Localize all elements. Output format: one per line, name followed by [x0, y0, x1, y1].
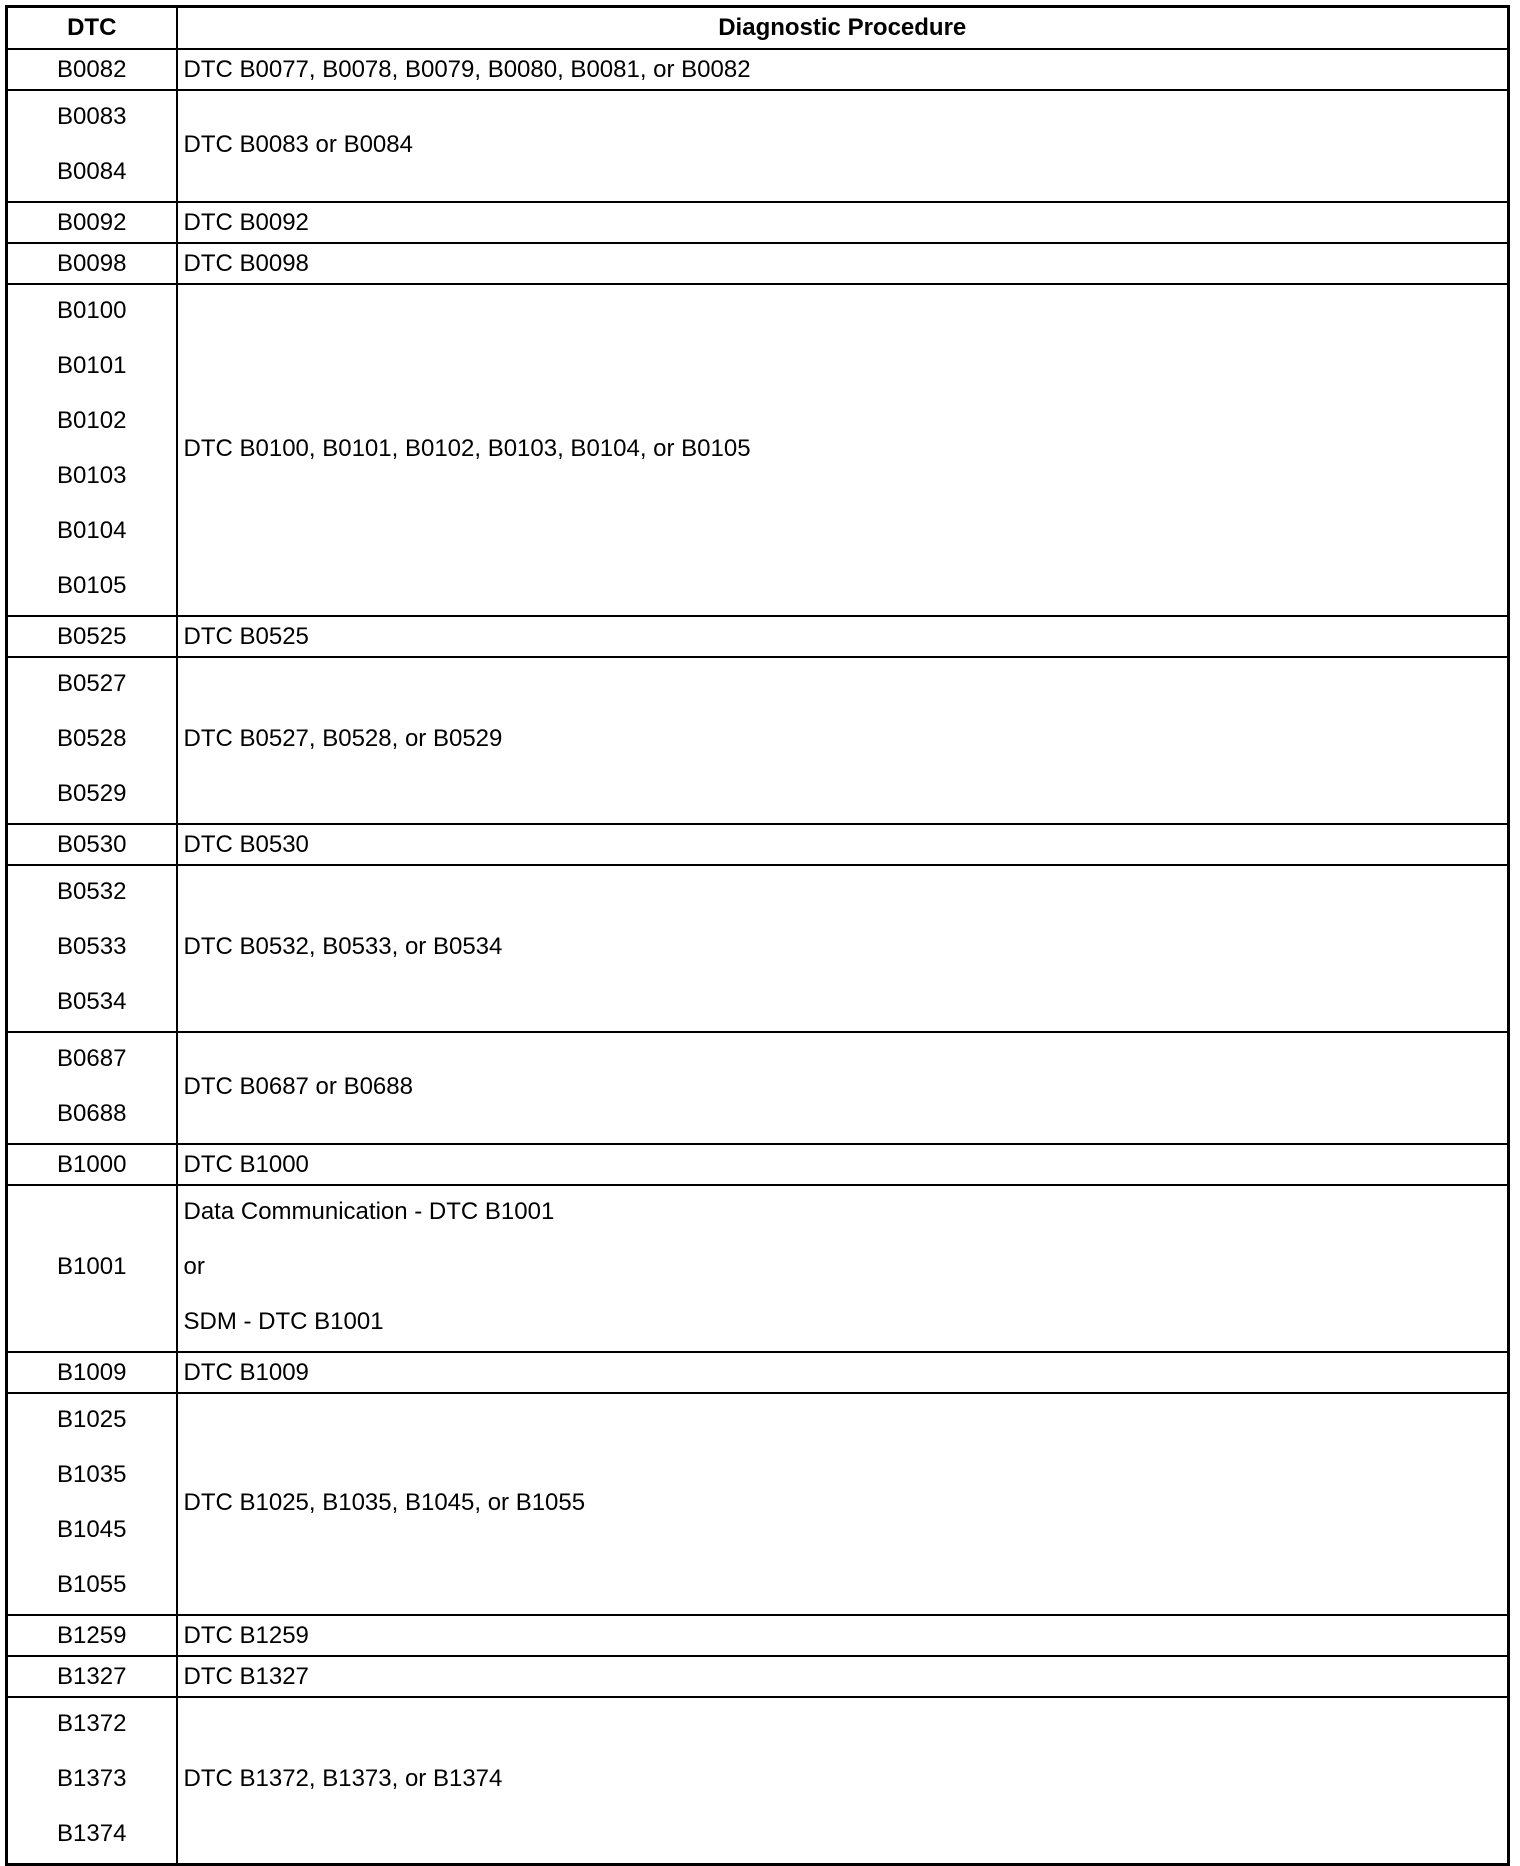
- dtc-code: B1327: [57, 1662, 127, 1690]
- diagnostic-procedure-text: DTC B0527, B0528, or B0529: [183, 725, 503, 752]
- table-row: [7, 90, 1509, 202]
- table-row: [7, 202, 1509, 243]
- dtc-code: B1035: [57, 1461, 127, 1488]
- dtc-code-cell: [7, 824, 177, 865]
- dtc-code: B0532: [57, 878, 127, 905]
- table-row: [7, 1144, 1509, 1185]
- dtc-code: B0083: [57, 103, 127, 130]
- diagnostic-procedure-text: DTC B1327: [183, 1662, 309, 1690]
- table-row: [7, 1032, 1509, 1144]
- diagnostic-procedure-text: DTC B1009: [183, 1358, 309, 1386]
- diagnostic-procedure-text: DTC B0530: [183, 830, 309, 858]
- dtc-code: B1009: [57, 1358, 127, 1386]
- diagnostic-procedure-text: DTC B0077, B0078, B0079, B0080, B0081, or B0082: [183, 55, 751, 83]
- dtc-code: B0092: [57, 208, 127, 236]
- dtc-code: B0529: [57, 780, 127, 807]
- dtc-code: B0525: [57, 622, 127, 650]
- dtc-code: B0528: [57, 725, 127, 752]
- dtc-code-cell: [7, 1185, 177, 1352]
- table-row: [7, 616, 1509, 657]
- table-row: [7, 49, 1509, 90]
- dtc-code: B1374: [57, 1820, 127, 1847]
- diagnostic-procedure-cell: [177, 865, 1509, 1032]
- table-row: [7, 1393, 1509, 1615]
- dtc-code: B0084: [57, 158, 127, 185]
- table-row: [7, 1185, 1509, 1352]
- dtc-code-cell: [7, 284, 177, 616]
- diagnostic-procedure-cell: [177, 1144, 1509, 1185]
- table-row: [7, 1656, 1509, 1697]
- dtc-code: B0102: [57, 407, 127, 434]
- diagnostic-procedure-text: DTC B0525: [183, 622, 309, 650]
- dtc-code: B0100: [57, 297, 127, 324]
- diagnostic-procedure-text: Data Communication - DTC B1001: [183, 1198, 555, 1225]
- diagnostic-procedure-text: DTC B0687 or B0688: [183, 1072, 413, 1100]
- diagnostic-procedure-cell: [177, 616, 1509, 657]
- dtc-code-cell: [7, 1032, 177, 1144]
- header-diagnostic-procedure: Diagnostic Procedure: [177, 7, 1509, 50]
- dtc-code-cell: [7, 865, 177, 1032]
- dtc-code-cell: [7, 1697, 177, 1865]
- dtc-code: B1259: [57, 1621, 127, 1649]
- dtc-code: B0101: [57, 352, 127, 379]
- dtc-code-cell: [7, 49, 177, 90]
- dtc-code: B0103: [57, 462, 127, 489]
- diagnostic-procedure-cell: [177, 90, 1509, 202]
- diagnostic-procedure-cell: [177, 1697, 1509, 1865]
- dtc-code: B1055: [57, 1571, 127, 1598]
- diagnostic-procedure-text: or: [183, 1253, 205, 1280]
- dtc-code: B1045: [57, 1516, 127, 1543]
- diagnostic-procedure-text: DTC B1259: [183, 1621, 309, 1649]
- diagnostic-procedure-cell: [177, 824, 1509, 865]
- dtc-code: B0104: [57, 517, 127, 544]
- dtc-code-cell: [7, 90, 177, 202]
- diagnostic-procedure-text: SDM - DTC B1001: [183, 1308, 384, 1335]
- table-body: [7, 49, 1509, 1865]
- table-row: [7, 865, 1509, 1032]
- diagnostic-procedure-text: DTC B0100, B0101, B0102, B0103, B0104, or B0105: [183, 434, 751, 462]
- dtc-code: B0098: [57, 249, 127, 277]
- dtc-code: B0687: [57, 1045, 127, 1072]
- diagnostic-procedure-cell: [177, 1615, 1509, 1656]
- diagnostic-procedure-cell: [177, 1185, 1509, 1352]
- dtc-code: B0688: [57, 1100, 127, 1127]
- diagnostic-procedure-text: DTC B0532, B0533, or B0534: [183, 933, 503, 960]
- dtc-code: B1025: [57, 1406, 127, 1433]
- dtc-code-cell: [7, 1144, 177, 1185]
- dtc-code: B0534: [57, 988, 127, 1015]
- dtc-code: B1001: [57, 1253, 127, 1280]
- header-dtc: DTC: [7, 7, 177, 50]
- diagnostic-procedure-text: DTC B1372, B1373, or B1374: [183, 1765, 503, 1792]
- diagnostic-procedure-text: DTC B1000: [183, 1150, 309, 1178]
- diagnostic-procedure-cell: [177, 243, 1509, 284]
- table-row: [7, 824, 1509, 865]
- dtc-code: B1372: [57, 1710, 127, 1737]
- table-header-row: [7, 7, 1509, 50]
- diagnostic-procedure-text: DTC B0098: [183, 249, 309, 277]
- diagnostic-procedure-cell: [177, 1656, 1509, 1697]
- diagnostic-procedure-cell: [177, 202, 1509, 243]
- table-row: [7, 1615, 1509, 1656]
- table-row: [7, 1697, 1509, 1865]
- dtc-code: B0105: [57, 572, 127, 599]
- dtc-code-cell: [7, 243, 177, 284]
- diagnostic-procedure-cell: [177, 1393, 1509, 1615]
- dtc-table: [5, 5, 1510, 1866]
- table-row: [7, 243, 1509, 284]
- dtc-code-cell: [7, 657, 177, 824]
- diagnostic-procedure-cell: [177, 657, 1509, 824]
- dtc-code-cell: [7, 1393, 177, 1615]
- dtc-code-cell: [7, 1352, 177, 1393]
- table-row: [7, 1352, 1509, 1393]
- dtc-code-cell: [7, 1615, 177, 1656]
- diagnostic-procedure-cell: [177, 49, 1509, 90]
- table-row: [7, 657, 1509, 824]
- dtc-code: B1373: [57, 1765, 127, 1792]
- dtc-code: B0533: [57, 933, 127, 960]
- diagnostic-procedure-cell: [177, 1032, 1509, 1144]
- diagnostic-procedure-cell: [177, 284, 1509, 616]
- dtc-code-cell: [7, 616, 177, 657]
- table-row: [7, 284, 1509, 616]
- dtc-code: B1000: [57, 1150, 127, 1178]
- diagnostic-procedure-text: DTC B0092: [183, 208, 309, 236]
- dtc-code-cell: [7, 1656, 177, 1697]
- dtc-code: B0530: [57, 830, 127, 858]
- dtc-code: B0082: [57, 55, 127, 83]
- diagnostic-procedure-text: DTC B0083 or B0084: [183, 130, 413, 158]
- dtc-code: B0527: [57, 670, 127, 697]
- dtc-code-cell: [7, 202, 177, 243]
- diagnostic-procedure-text: DTC B1025, B1035, B1045, or B1055: [183, 1488, 586, 1516]
- diagnostic-procedure-cell: [177, 1352, 1509, 1393]
